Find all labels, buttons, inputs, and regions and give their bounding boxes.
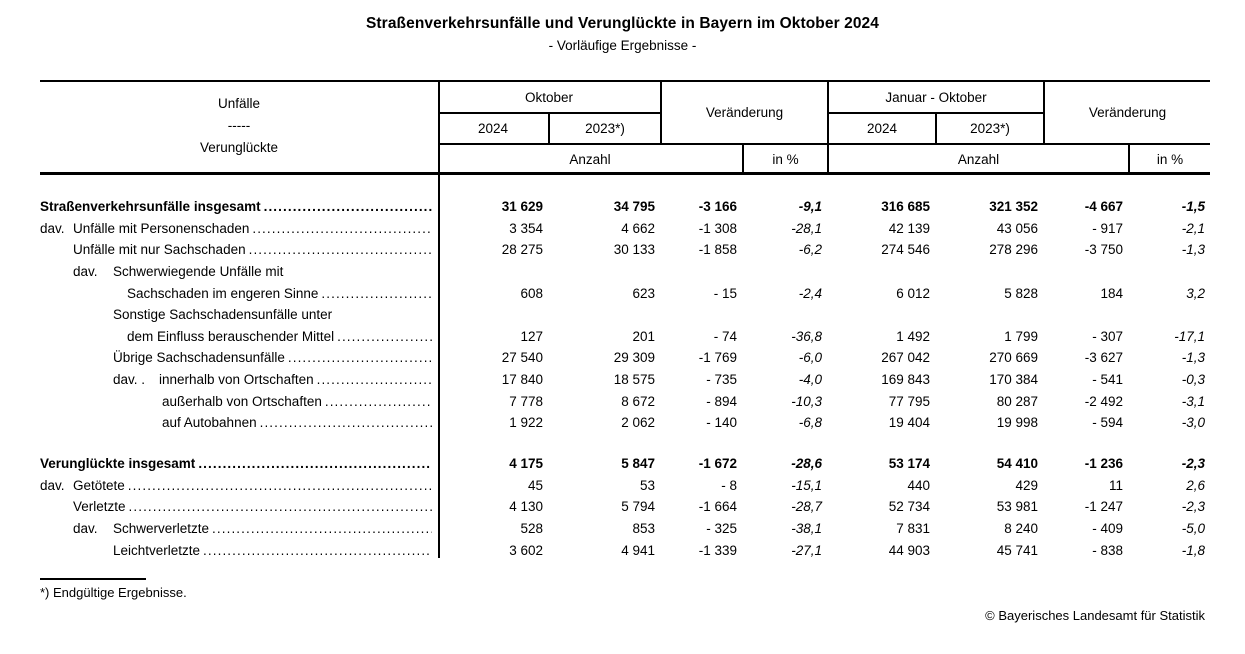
cell-change-pct-october: -4,0 [798, 372, 822, 388]
cell-change-pct-jan-oct: -1,3 [1181, 242, 1205, 258]
cell-october-2024: 7 778 [509, 393, 543, 409]
cell-change-abs-jan-oct: -1 236 [1084, 456, 1123, 472]
dot-leader [252, 221, 432, 236]
row-label-text: Getötete [73, 477, 125, 493]
column-october-2023: 2023*) [585, 121, 625, 136]
cell-change-pct-jan-oct: -3,0 [1181, 415, 1205, 431]
column-change-jan-oct: Veränderung [1088, 105, 1167, 120]
table-row [40, 453, 1210, 475]
cell-october-2024: 528 [520, 521, 543, 536]
row-label-text: Verletzte [73, 499, 126, 515]
row-label [40, 264, 438, 279]
cell-jan-oct-2023: 270 669 [989, 350, 1038, 366]
cell-change-abs-october: -1 664 [698, 499, 737, 515]
cell-change-pct-jan-oct: -1,3 [1181, 350, 1205, 366]
cell-change-pct-october: -9,1 [798, 199, 822, 215]
cell-change-abs-jan-oct: 11 [1108, 477, 1123, 493]
row-label [40, 415, 438, 430]
row-label-text: Sachschaden im engeren Sinne [127, 285, 319, 301]
table-row [40, 518, 1210, 540]
cell-october-2024: 45 [527, 477, 543, 493]
row-prefix: dav. [73, 264, 98, 280]
cell-october-2023: 853 [632, 521, 655, 536]
unit-percent-jan-oct: in % [1156, 151, 1184, 167]
cell-change-abs-jan-oct: - 917 [1092, 220, 1123, 236]
row-label [40, 543, 438, 558]
cell-jan-oct-2023: 80 287 [996, 393, 1038, 409]
cell-change-pct-jan-oct: -3,1 [1181, 393, 1205, 409]
unit-anzahl-jan-oct: Anzahl [957, 151, 1000, 167]
cell-october-2023: 53 [639, 477, 655, 493]
cell-jan-oct-2023: 53 981 [996, 499, 1038, 515]
table-row [40, 261, 1210, 283]
cell-change-abs-october: - 15 [713, 285, 737, 301]
cell-change-pct-october: -6,8 [798, 415, 822, 431]
cell-change-abs-jan-oct: - 594 [1092, 415, 1123, 431]
footnote-rule [40, 578, 146, 580]
cell-october-2024: 27 540 [501, 350, 543, 366]
cell-jan-oct-2023: 8 240 [1004, 521, 1038, 536]
row-label [40, 199, 438, 214]
table-row [40, 218, 1210, 240]
cell-change-pct-jan-oct: 2,6 [1186, 477, 1205, 493]
cell-change-abs-jan-oct: -2 492 [1084, 393, 1123, 409]
cell-jan-oct-2024: 53 174 [888, 456, 930, 472]
cell-october-2024: 1 922 [509, 415, 543, 431]
dot-leader [317, 372, 432, 387]
cell-jan-oct-2024: 440 [907, 477, 930, 493]
row-label-text: innerhalb von Ortschaften [159, 372, 314, 388]
cell-change-abs-jan-oct: 184 [1100, 285, 1123, 301]
table-row [40, 304, 1210, 326]
cell-october-2024: 31 629 [501, 199, 543, 215]
cell-october-2023: 5 794 [621, 499, 655, 515]
cell-jan-oct-2024: 42 139 [888, 220, 930, 236]
cell-change-abs-october: -1 308 [698, 220, 737, 236]
cell-october-2024: 17 840 [501, 372, 543, 388]
cell-october-2024: 28 275 [501, 242, 543, 258]
table-row [40, 282, 1210, 304]
row-label [40, 307, 438, 322]
column-jan-oct-2023: 2023*) [970, 121, 1010, 136]
table-row [40, 347, 1210, 369]
cell-change-pct-jan-oct: -2,1 [1181, 220, 1205, 236]
dot-leader [203, 543, 432, 558]
cell-october-2024: 4 130 [509, 499, 543, 515]
cell-change-pct-october: -28,6 [791, 456, 822, 472]
cell-change-abs-jan-oct: -3 627 [1084, 350, 1123, 366]
row-label [40, 394, 438, 409]
cell-jan-oct-2023: 1 799 [1004, 328, 1038, 344]
dot-leader [325, 394, 432, 409]
table-row [40, 196, 1210, 218]
cell-october-2024: 4 175 [509, 456, 543, 472]
row-label [40, 372, 438, 387]
unit-anzahl-october: Anzahl [569, 151, 611, 167]
cell-october-2023: 5 847 [621, 456, 655, 472]
cell-october-2023: 201 [632, 328, 655, 344]
header-mid-rule [438, 143, 1210, 145]
cell-change-abs-october: -1 339 [698, 542, 737, 558]
cell-change-abs-october: -1 858 [698, 242, 737, 258]
statistics-table [40, 80, 1210, 558]
cell-change-abs-jan-oct: - 307 [1092, 328, 1123, 344]
row-prefix: dav. [40, 477, 65, 493]
cell-change-pct-october: -10,3 [791, 393, 822, 409]
cell-change-abs-jan-oct: -1 247 [1084, 499, 1123, 515]
cell-jan-oct-2024: 267 042 [881, 350, 930, 366]
row-label-text: Unfälle mit nur Sachschaden [73, 242, 246, 258]
cell-change-pct-jan-oct: -0,3 [1181, 372, 1205, 388]
row-label-text: Straßenverkehrsunfälle insgesamt [40, 199, 261, 215]
cell-jan-oct-2023: 5 828 [1004, 285, 1038, 301]
table-row [40, 412, 1210, 434]
cell-jan-oct-2024: 7 831 [896, 521, 930, 536]
dot-leader [198, 456, 432, 471]
cell-jan-oct-2024: 274 546 [881, 242, 930, 258]
cell-change-abs-october: - 894 [706, 393, 737, 409]
cell-october-2024: 127 [520, 328, 543, 344]
cell-jan-oct-2024: 52 734 [888, 499, 930, 515]
page-title: Straßenverkehrsunfälle und Verunglückte in Bayern im Oktober 2024 [365, 15, 879, 32]
row-label-text: auf Autobahnen [162, 415, 257, 431]
cell-change-pct-jan-oct: -2,3 [1181, 499, 1205, 515]
page-subtitle: - Vorläufige Ergebnisse - [548, 38, 697, 53]
cell-change-abs-jan-oct: - 838 [1092, 542, 1123, 558]
row-label-text: Schwerwiegende Unfälle mit [113, 264, 284, 280]
cell-change-abs-october: -1 672 [698, 456, 737, 472]
row-label [40, 221, 438, 236]
table-body [40, 175, 1210, 561]
table-row [40, 475, 1210, 497]
cell-change-abs-jan-oct: - 541 [1092, 372, 1123, 388]
cell-jan-oct-2023: 429 [1015, 477, 1038, 493]
column-change-october: Veränderung [705, 105, 784, 120]
row-label-text: Sonstige Sachschadensunfälle unter [113, 307, 333, 323]
cell-change-abs-october: - 74 [713, 328, 737, 344]
dot-leader [337, 329, 432, 344]
dot-leader [128, 478, 432, 493]
cell-jan-oct-2023: 54 410 [996, 456, 1038, 472]
dot-leader [129, 499, 432, 514]
dot-leader [288, 350, 432, 365]
stub-header [40, 80, 438, 172]
copyright-text: © Bayerisches Landesamt für Statistik [985, 608, 1205, 623]
row-label [40, 329, 438, 344]
stub-header-line1: Unfälle [217, 96, 261, 111]
stub-header-line2: ----- [227, 118, 251, 133]
row-label-text: Verunglückte insgesamt [40, 456, 196, 472]
cell-change-abs-october: -1 769 [698, 350, 737, 366]
cell-jan-oct-2024: 1 492 [896, 328, 930, 344]
row-label [40, 499, 438, 514]
cell-change-abs-october: - 8 [721, 477, 737, 493]
cell-change-pct-october: -27,1 [791, 542, 822, 558]
table-row [40, 326, 1210, 348]
cell-jan-oct-2023: 45 741 [996, 542, 1038, 558]
row-label-text: Unfälle mit Personenschaden [73, 220, 250, 236]
row-label-text: Übrige Sachschadensunfälle [113, 350, 285, 366]
column-jan-oct-2024: 2024 [866, 121, 898, 136]
cell-change-pct-october: -36,8 [791, 328, 822, 344]
dot-leader [249, 242, 432, 257]
cell-change-pct-jan-oct: -1,5 [1181, 199, 1205, 215]
table-row [40, 369, 1210, 391]
row-spacer [40, 434, 1210, 453]
dot-leader [321, 286, 432, 301]
row-prefix: dav. . [113, 372, 146, 388]
cell-change-pct-october: -15,1 [791, 477, 822, 493]
dot-leader [260, 415, 432, 430]
cell-change-pct-october: -28,7 [791, 499, 822, 515]
cell-october-2023: 4 662 [621, 220, 655, 236]
cell-october-2023: 8 672 [621, 393, 655, 409]
cell-change-pct-october: -28,1 [791, 220, 822, 236]
cell-jan-oct-2024: 6 012 [896, 285, 930, 301]
cell-change-pct-jan-oct: 3,2 [1186, 285, 1205, 301]
cell-october-2023: 2 062 [621, 415, 655, 431]
cell-change-pct-october: -2,4 [798, 285, 822, 301]
table-row [40, 539, 1210, 561]
cell-october-2024: 608 [520, 285, 543, 301]
cell-october-2023: 30 133 [613, 242, 655, 258]
column-october-2024: 2024 [477, 121, 509, 136]
cell-change-pct-october: -6,0 [798, 350, 822, 366]
column-group-jan-oct: Januar - Oktober [885, 89, 987, 105]
cell-change-pct-october: -38,1 [791, 521, 822, 536]
row-label-text: außerhalb von Ortschaften [162, 393, 322, 409]
row-label [40, 350, 438, 365]
cell-change-abs-october: - 325 [706, 521, 737, 536]
table-row [40, 390, 1210, 412]
cell-change-pct-jan-oct: -17,1 [1174, 328, 1205, 344]
row-label [40, 456, 438, 471]
cell-jan-oct-2023: 321 352 [989, 199, 1038, 215]
cell-change-abs-october: -3 166 [698, 199, 737, 215]
cell-change-abs-october: - 140 [706, 415, 737, 431]
cell-october-2023: 34 795 [613, 199, 655, 215]
row-label-text: Leichtverletzte [113, 542, 201, 558]
cell-jan-oct-2023: 43 056 [996, 220, 1038, 236]
cell-october-2024: 3 354 [509, 220, 543, 236]
stub-header-line3: Verunglückte [199, 140, 279, 155]
cell-change-abs-jan-oct: -4 667 [1084, 199, 1123, 215]
row-prefix: dav. [40, 220, 65, 236]
cell-change-abs-jan-oct: - 409 [1092, 521, 1123, 536]
cell-october-2023: 4 941 [621, 542, 655, 558]
cell-october-2023: 29 309 [613, 350, 655, 366]
cell-jan-oct-2023: 170 384 [989, 372, 1038, 388]
cell-change-pct-october: -6,2 [798, 242, 822, 258]
cell-change-pct-jan-oct: -2,3 [1181, 456, 1205, 472]
dot-leader [264, 199, 432, 214]
table-row [40, 496, 1210, 518]
footnote-text: *) Endgültige Ergebnisse. [40, 585, 187, 600]
dot-leader [212, 521, 432, 536]
cell-change-pct-jan-oct: -5,0 [1181, 521, 1205, 536]
cell-october-2023: 18 575 [613, 372, 655, 388]
column-group-october: Oktober [524, 89, 574, 105]
row-label [40, 242, 438, 257]
row-label [40, 521, 438, 536]
row-label [40, 286, 438, 301]
unit-percent-october: in % [772, 151, 799, 167]
table-row [40, 239, 1210, 261]
cell-change-pct-jan-oct: -1,8 [1181, 542, 1205, 558]
row-label-text: dem Einfluss berauschender Mittel [127, 328, 335, 344]
cell-jan-oct-2023: 278 296 [989, 242, 1038, 258]
cell-change-abs-jan-oct: -3 750 [1084, 242, 1123, 258]
cell-change-abs-october: - 735 [706, 372, 737, 388]
row-label [40, 478, 438, 493]
row-prefix: dav. [73, 521, 98, 536]
cell-jan-oct-2023: 19 998 [996, 415, 1038, 431]
cell-october-2024: 3 602 [509, 542, 543, 558]
row-label-text: Schwerverletzte [113, 521, 210, 536]
cell-october-2023: 623 [632, 285, 655, 301]
cell-jan-oct-2024: 77 795 [888, 393, 930, 409]
cell-jan-oct-2024: 19 404 [888, 415, 930, 431]
cell-jan-oct-2024: 169 843 [881, 372, 930, 388]
cell-jan-oct-2024: 44 903 [888, 542, 930, 558]
cell-jan-oct-2024: 316 685 [881, 199, 930, 215]
